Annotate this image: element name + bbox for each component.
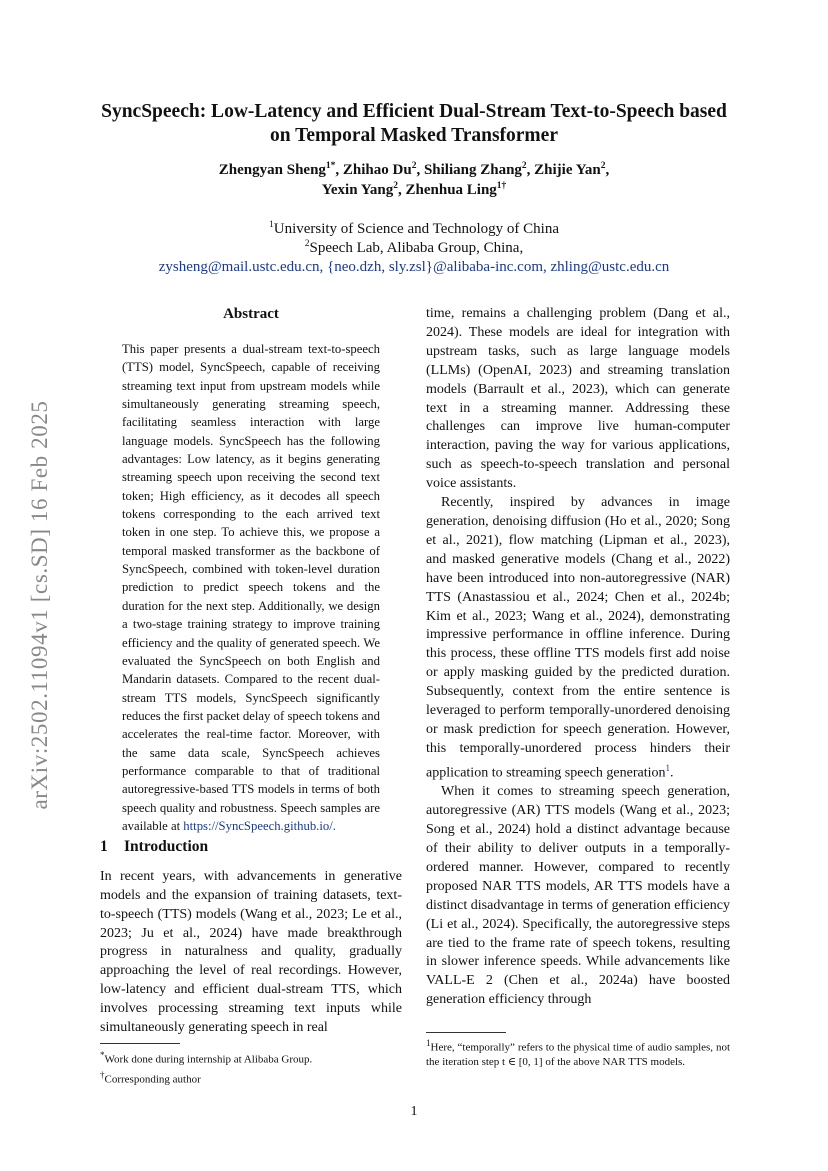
footnote-divider <box>426 1032 506 1033</box>
affiliation-text: Speech Lab, Alibaba Group, China, <box>309 240 524 256</box>
affiliation-mark: 2 <box>304 239 310 249</box>
author-affiliation-mark: 1† <box>496 181 507 191</box>
author-affiliation-mark: 2 <box>393 181 398 191</box>
author-name: Shiliang Zhang <box>423 162 522 178</box>
affiliation-line <box>100 220 728 239</box>
abstract-heading: Abstract <box>223 306 279 322</box>
footnote <box>100 1048 402 1068</box>
footnote-text: Corresponding author <box>104 1073 201 1086</box>
author-affiliation-mark: 2 <box>521 161 527 171</box>
section-number: 1 <box>100 838 108 855</box>
footnote <box>100 1068 402 1088</box>
section-heading-introduction <box>100 838 402 856</box>
email-addresses[interactable]: zysheng@mail.ustc.edu.cn, {neo.dzh, sly.zsl}@alibaba-inc.com, zhling@ustc.edu.cn <box>158 259 670 275</box>
arxiv-identifier-text: arXiv:2502.11094v1 [cs.SD] 16 Feb 2025 <box>27 400 52 810</box>
paragraph: When it comes to streaming speech generation, autoregressive (AR) TTS models (Wang et al., 2023; Song et al., 2024) hold a distinct advantage because of their ability to deliver outputs in a temporally-ordered manner. However, compared to recently proposed NAR TTS models, AR TTS models have a distinct disadvantage in terms of generation efficiency (Li et al., 2024). Specifically, the autoregressive steps are tied to the frame rate of speech tokens, resulting in slower inference speeds. While advancements like VALL-E 2 (Chen et al., 2024a) have boosted generation efficiency through <box>426 784 730 1008</box>
right-footnote <box>426 1036 730 1070</box>
left-footnotes <box>100 1048 402 1087</box>
author-name: Zhengyan Sheng <box>218 162 326 178</box>
abstract-text <box>122 340 380 835</box>
author-name: Zhihao Du <box>342 162 412 178</box>
author-affiliation-mark: 2 <box>600 161 606 171</box>
footnote-mark: * <box>100 1050 105 1060</box>
affiliation-line <box>100 239 728 258</box>
author-name: Zhijie Yan <box>534 162 601 178</box>
abstract-body: This paper presents a dual-stream text-to-speech (TTS) model, SyncSpeech, capable of receiving streaming text input from upstream models while simultaneously generating streaming speech, facilitating seamless interaction with large language models. SyncSpeech has the following advantages: Low latency, as it begins generating streaming speech upon receiving the second text token; High efficiency, as it decodes all speech tokens corresponding to the each arrived text token in one step. To achieve this, we propose a temporal masked transformer as the backbone of SyncSpeech, combined with token-level duration prediction to predict speech tokens and the duration for the next step. Additionally, we design a two-stage training strategy to improve training efficiency and the quality of generated speech. We evaluated the SyncSpeech on both English and Mandarin datasets. Compared to the recent dual-stream TTS models, SyncSpeech significantly reduces the first packet delay of speech tokens and accelerates the real-time factor. Moreover, with the same data scale, SyncSpeech achieves performance comparable to that of traditional autoregressive-based TTS models in terms of both speech quality and robustness. Speech samples are available at <box>122 342 380 833</box>
footnote-mark: 1 <box>426 1038 431 1048</box>
section-title: Introduction <box>124 838 209 855</box>
author-affiliation-mark: 2 <box>411 161 417 171</box>
affiliations <box>100 220 728 277</box>
paper-title: SyncSpeech: Low-Latency and Efficient Dual-Stream Text-to-Speech based on Temporal Masked Transformer <box>101 101 727 146</box>
footnote-text: Here, “temporally” refers to the physical time of audio samples, not the iteration step t ∈ [0, 1] of the above NAR TTS models. <box>426 1041 730 1069</box>
affiliation-mark: 1 <box>268 220 274 230</box>
project-url-link[interactable]: https://SyncSpeech.github.io/. <box>183 818 336 833</box>
author-name: Yexin Yang <box>321 182 394 198</box>
paragraph: time, remains a challenging problem (Dang et al., 2024). These models are ideal for integration with upstream tasks, such as large language models (LLMs) (OpenAI, 2023) and streaming translation models (Barrault et al., 2023), which can generate text in a streaming manner. Addressing these challenges can improve live human-computer interaction, paving the way for various applications, such as speech-to-speech translation and personal voice assistants. <box>426 306 730 492</box>
author-list: Zhengyan Sheng$^{1*}$, Zhihao Du$^2$, Shiliang Zhang$^2$, Zhijie Yan$^2$, Yexin Yang$^2$, Zhenhua Ling$^{1\dagger}$ <box>218 161 610 198</box>
page-number: 1 <box>410 1104 418 1119</box>
arxiv-identifier-stamp <box>27 360 53 850</box>
intro-right-column <box>426 305 730 1010</box>
affiliation-text: University of Science and Technology of China <box>273 221 560 237</box>
intro-left-column-text: In recent years, with advancements in generative models and the expansion of training datasets, text-to-speech (TTS) models (Wang et al., 2023; Le et al., 2023; Ju et al., 2024) have made breakthrough progress in naturalness and quality, gradually approaching the level of real recordings. However, low-latency and efficient dual-stream TTS, which involves processing streaming text inputs while simultaneously generating speech in real <box>100 869 402 1035</box>
paragraph: Recently, inspired by advances in image generation, denoising diffusion (Ho et al., 2020; Song et al., 2021), flow matching (Lipman et al., 2023), and masked generative models (Chang et al., 2022) have been introduced into non-autoregressive (NAR) TTS (Anastassiou et al., 2024; Chen et al., 2024b; Kim et al., 2023; Wang et al., 2024), demonstrating impressive performance in offline inference. During this process, these offline TTS models first add noise or apply masking guided by the predicted duration. Subsequently, context from the entire sentence is leveraged to perform temporally-unordered denoising or mask prediction for speech generation. However, this temporally-unordered process hinders their application to streaming speech generation$^1$. <box>426 495 730 781</box>
footnote-divider <box>100 1043 180 1044</box>
footnote-text: Work done during internship at Alibaba Group. <box>104 1053 313 1066</box>
paragraph-body: Recently, inspired by advances in image generation, denoising diffusion (Ho et al., 2020; Song et al., 2021), flow matching (Lipman et al., 2023), and masked generative models (Chang et al., 2022) have been introduced into non-autoregressive (NAR) TTS (Anastassiou et al., 2024; Chen et al., 2024b; Kim et al., 2023; Wang et al., 2024), demonstrating impressive performance in offline inference. During this process, these offline TTS models first add noise or apply masking guided by the predicted duration. Subsequently, context from the entire sentence is leveraged to perform temporally-unordered denoising or mask prediction for speech generation. However, this temporally-unordered process hinders their application to streaming speech generation <box>426 495 730 781</box>
author-affiliation-mark: 1* <box>325 161 336 171</box>
footnote-reference-link[interactable]: 1 <box>665 762 670 773</box>
author-name: Zhenhua Ling <box>405 182 497 198</box>
footnote-mark: † <box>100 1069 105 1080</box>
